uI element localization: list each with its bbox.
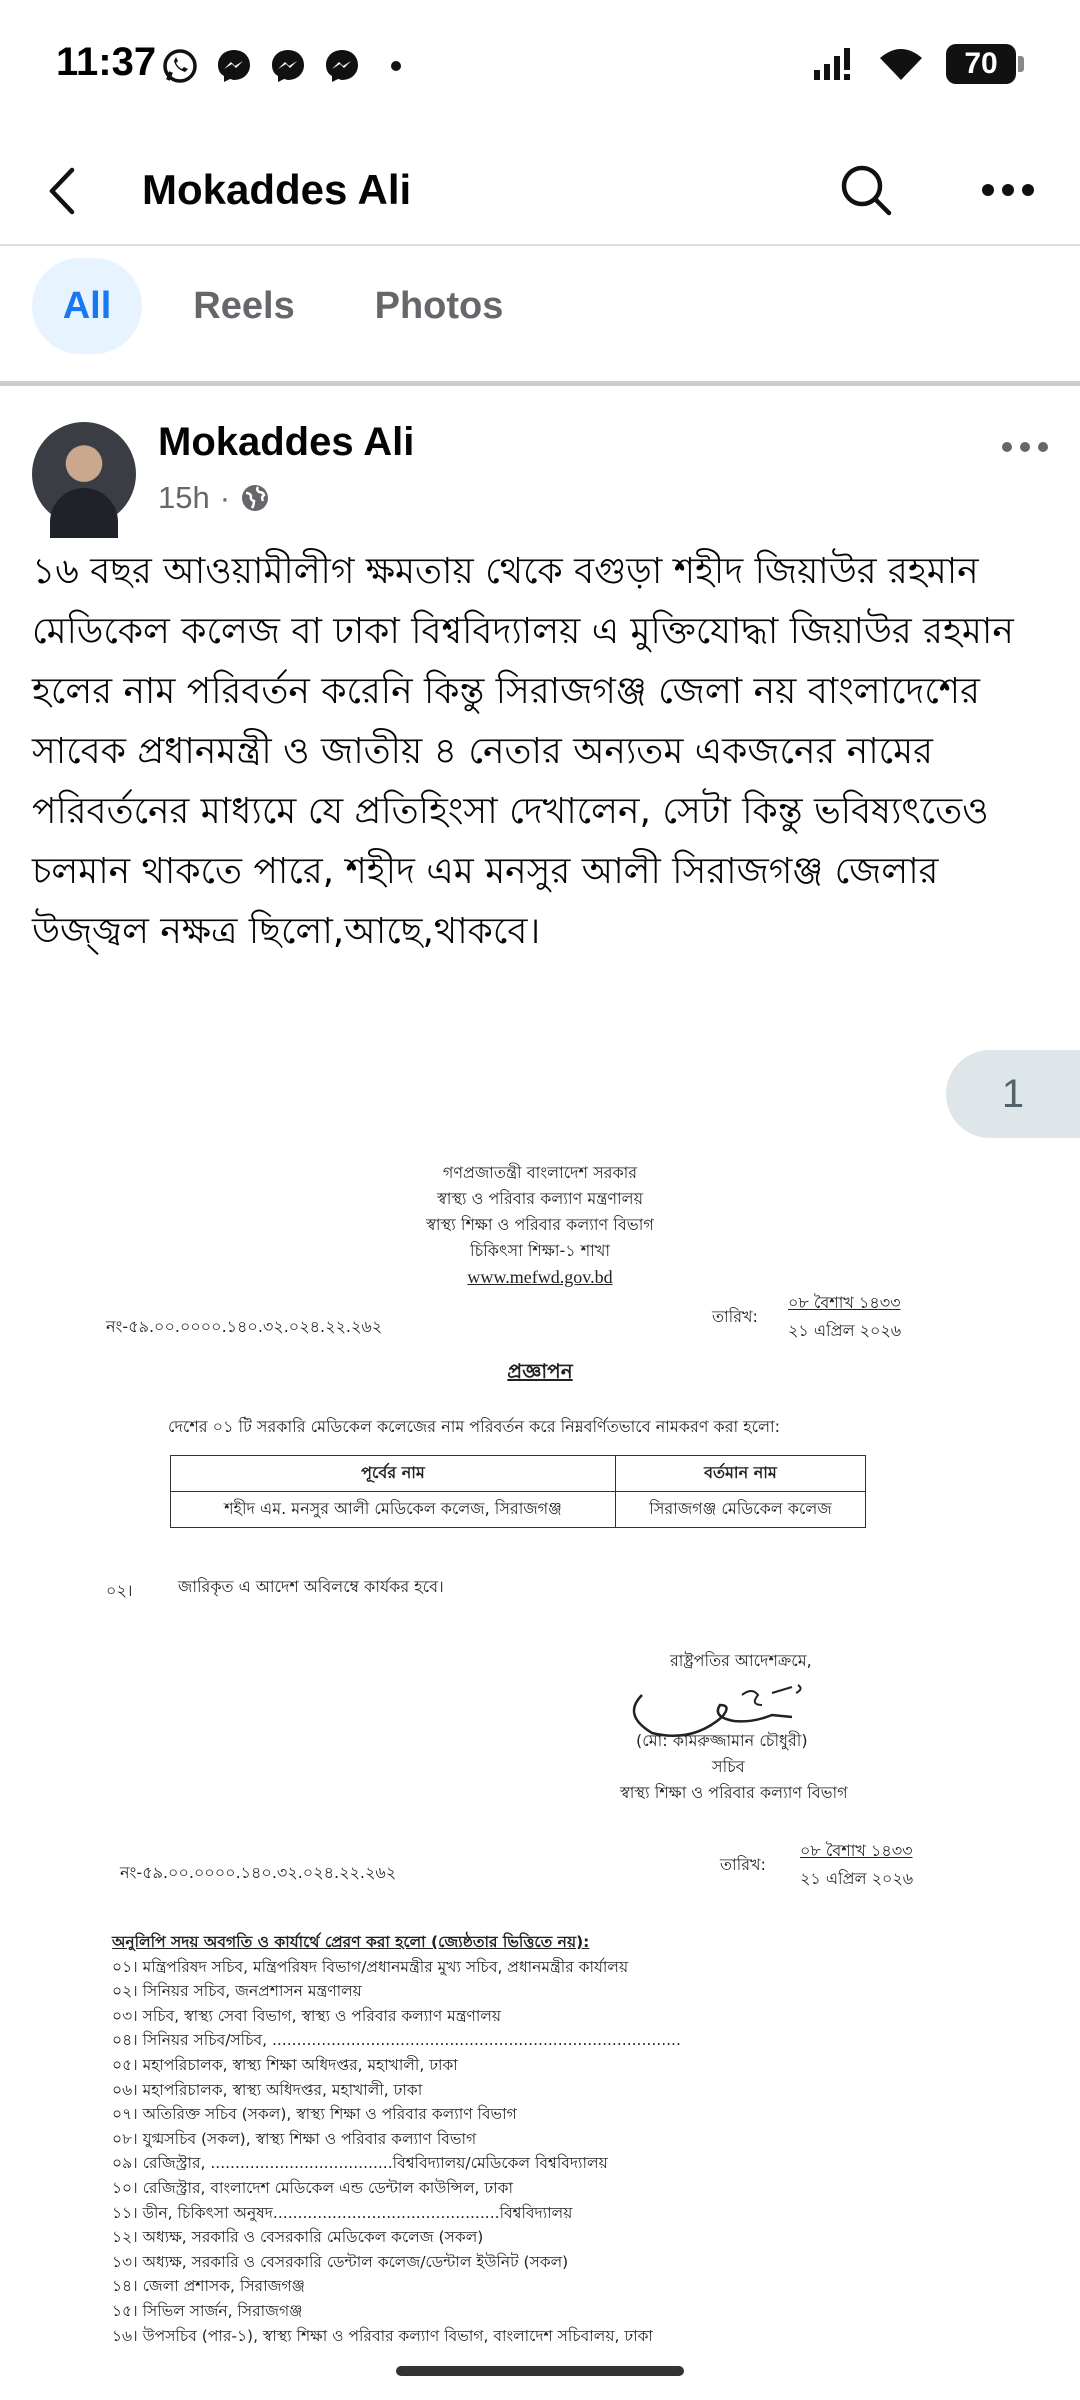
messenger-icon — [268, 46, 308, 86]
tab-reels[interactable]: Reels — [193, 284, 295, 327]
doc-date-bangla: ০৮ বৈশাখ ১৪৩৩ — [788, 1293, 901, 1312]
post-image[interactable] — [0, 1050, 1080, 2345]
document — [100, 1100, 980, 2345]
globe-icon — [240, 483, 270, 513]
messenger-icon — [214, 46, 254, 86]
tab-all[interactable]: All — [32, 258, 142, 354]
doc-date-label: তারিখ: — [712, 1307, 758, 1326]
doc-website: www.mefwd.gov.bd — [467, 1267, 613, 1287]
post-more-icon[interactable] — [1000, 440, 1050, 454]
doc-date-gregorian-2: ২১ এপ্রিল ২০২৬ — [800, 1869, 914, 1888]
list-item: ১১। ডীন, চিকিৎসা অনুষদ..............................................বিশ্ববিদ্যালয় — [112, 2203, 573, 2222]
list-item: ১৬। উপসচিব (পার-১), স্বাস্থ্য শিক্ষা ও পরিবার কল্যাণ বিভাগ, বাংলাদেশ সচিবালয়, ঢাকা — [112, 2326, 653, 2345]
list-item: ১৫। সিভিল সার্জন, সিরাজগঞ্জ — [112, 2301, 303, 2320]
doc-order-line: রাষ্ট্রপতির আদেশক্রমে, — [670, 1651, 812, 1670]
wifi-icon — [878, 46, 924, 82]
doc-header-line: চিকিৎসা শিক্ষা-১ শাখা — [470, 1241, 610, 1260]
doc-date-bangla-2: ০৮ বৈশাখ ১৪৩৩ — [800, 1841, 913, 1860]
filter-tabs — [0, 248, 1080, 386]
list-item: ০৮। যুগ্মসচিব (সকল), স্বাস্থ্য শিক্ষা ও পরিবার কল্যাণ বিভাগ — [112, 2129, 477, 2148]
doc-clause-text: জারিকৃত এ আদেশ অবিলম্বে কার্যকর হবে। — [178, 1577, 444, 1596]
post-meta — [158, 480, 270, 516]
doc-title: প্রজ্ঞাপন — [507, 1359, 573, 1383]
table-cell: সিরাজগঞ্জ মেডিকেল কলেজ — [615, 1492, 865, 1528]
doc-intro: দেশের ০১ টি সরকারি মেডিকেল কলেজের নাম পরিবর্তন করে নিম্নবর্ণিতভাবে নামকরণ করা হলো: — [168, 1417, 781, 1436]
table-header: পূর্বের নাম — [171, 1456, 616, 1492]
doc-signatory-title: সচিব — [712, 1757, 745, 1776]
doc-header-line: গণপ্রজাতন্ত্রী বাংলাদেশ সরকার — [442, 1163, 638, 1182]
list-item: ১০। রেজিস্ট্রার, বাংলাদেশ মেডিকেল এন্ড ডেন্টাল কাউন্সিল, ঢাকা — [112, 2178, 513, 2197]
search-icon[interactable] — [838, 162, 894, 218]
app-header — [0, 130, 1080, 246]
photo-counter: 1 — [946, 1050, 1080, 1138]
meta-separator: · — [219, 480, 231, 515]
page-title: Mokaddes Ali — [142, 166, 412, 213]
list-item: ০২। সিনিয়র সচিব, জনপ্রশাসন মন্ত্রণালয় — [112, 1982, 362, 2001]
more-options-icon[interactable] — [980, 182, 1036, 198]
status-bar — [0, 0, 1080, 130]
cc-heading: অনুলিপি সদয় অবগতি ও কার্যার্থে প্রেরণ করা হলো (জ্যেষ্ঠতার ভিত্তিতে নয়): — [112, 1933, 590, 1951]
whatsapp-icon — [160, 46, 200, 86]
doc-date-gregorian: ২১ এপ্রিল ২০২৬ — [788, 1321, 902, 1340]
list-item: ১২। অধ্যক্ষ, সরকারি ও বেসরকারি মেডিকেল কলেজ (সকল) — [112, 2228, 484, 2247]
status-time: 11:37 — [56, 40, 157, 84]
list-item: ০৫। মহাপরিচালক, স্বাস্থ্য শিক্ষা অধিদপ্তর, মহাখালী, ঢাকা — [112, 2055, 458, 2074]
rename-table — [170, 1455, 866, 1528]
doc-ref-number: নং-৫৯.০০.০০০০.১৪০.৩২.০২৪.২২.২৬২ — [106, 1317, 383, 1336]
notification-icons — [160, 46, 416, 86]
table-cell: শহীদ এম. মনসুর আলী মেডিকেল কলেজ, সিরাজগঞ্জ — [171, 1492, 616, 1528]
doc-signatory-dept: স্বাস্থ্য শিক্ষা ও পরিবার কল্যাণ বিভাগ — [620, 1783, 848, 1802]
list-item: ১৩। অধ্যক্ষ, সরকারি ও বেসরকারি ডেন্টাল কলেজ/ডেন্টাল ইউনিট (সকল) — [112, 2252, 569, 2271]
doc-header-line: স্বাস্থ্য ও পরিবার কল্যাণ মন্ত্রণালয় — [436, 1189, 644, 1208]
signal-icon — [812, 46, 856, 82]
doc-signatory-name: (মো: কামরুজ্জামান চৌধুরী) — [636, 1731, 808, 1750]
list-item: ০৪। সিনিয়র সচিব/সচিব, ................................................................................... — [112, 2031, 681, 2050]
tab-photos[interactable]: Photos — [374, 284, 504, 327]
battery-icon: 70 — [946, 44, 1016, 84]
home-indicator[interactable] — [396, 2366, 684, 2376]
post-text: ১৬ বছর আওয়ামীলীগ ক্ষমতায় থেকে বগুড়া শহীদ জিয়াউর রহমান মেডিকেল কলেজ বা ঢাকা বিশ্ববিদ্যালয় এ মুক্তিযোদ্ধা জিয়াউর রহমান হলের নাম পরিবর্তন করেনি কিন্তু সিরাজগঞ্জ জেলা নয় বাংলাদেশের সাবেক প্রধানমন্ত্রী ও জাতীয় ৪ নেতার অন্যতম একজনের নামের পরিবর্তনের মাধ্যমে যে প্রতিহিংসা দেখালেন, সেটা কিন্তু ভবিষ্যৎতেও চলমান থাকতে পারে, শহীদ এম মনসুর আলী সিরাজগঞ্জ জেলার উজ্জ্বল নক্ষত্র ছিলো,আছে,থাকবে। — [32, 551, 1026, 952]
avatar[interactable] — [32, 422, 136, 526]
list-item: ১৪। জেলা প্রশাসক, সিরাজগঞ্জ — [112, 2277, 305, 2296]
doc-date-label-2: তারিখ: — [720, 1855, 766, 1874]
list-item: ০৭। অতিরিক্ত সচিব (সকল), স্বাস্থ্য শিক্ষা ও পরিবার কল্যাণ বিভাগ — [112, 2105, 517, 2124]
list-item: ০৬। মহাপরিচালক, স্বাস্থ্য অধিদপ্তর, মহাখালী, ঢাকা — [112, 2080, 423, 2099]
list-item: ০৩। সচিব, স্বাস্থ্য সেবা বিভাগ, স্বাস্থ্য ও পরিবার কল্যাণ মন্ত্রণালয় — [112, 2006, 502, 2025]
table-header: বর্তমান নাম — [615, 1456, 865, 1492]
table-row — [171, 1492, 866, 1528]
list-item: ০৯। রেজিস্ট্রার, .....................................বিশ্ববিদ্যালয়/মেডিকেল বিশ্ববিদ্যালয় — [112, 2154, 608, 2173]
post-time: 15h — [158, 480, 210, 515]
cc-list — [112, 1930, 972, 2348]
doc-ref-number-2: নং-৫৯.০০.০০০০.১৪০.৩২.০২৪.২২.২৬২ — [120, 1863, 397, 1882]
doc-clause-number: ০২। — [106, 1581, 133, 1600]
post-author[interactable]: Mokaddes Ali — [158, 420, 415, 464]
dot-icon — [376, 46, 416, 86]
back-arrow-icon[interactable] — [40, 164, 86, 218]
list-item: ০১। মন্ত্রিপরিষদ সচিব, মন্ত্রিপরিষদ বিভাগ/প্রধানমন্ত্রীর মুখ্য সচিব, প্রধানমন্ত্রীর কার্যালয় — [112, 1957, 629, 1976]
doc-header-line: স্বাস্থ্য শিক্ষা ও পরিবার কল্যাণ বিভাগ — [426, 1215, 654, 1234]
messenger-icon — [322, 46, 362, 86]
system-icons — [812, 44, 1016, 84]
